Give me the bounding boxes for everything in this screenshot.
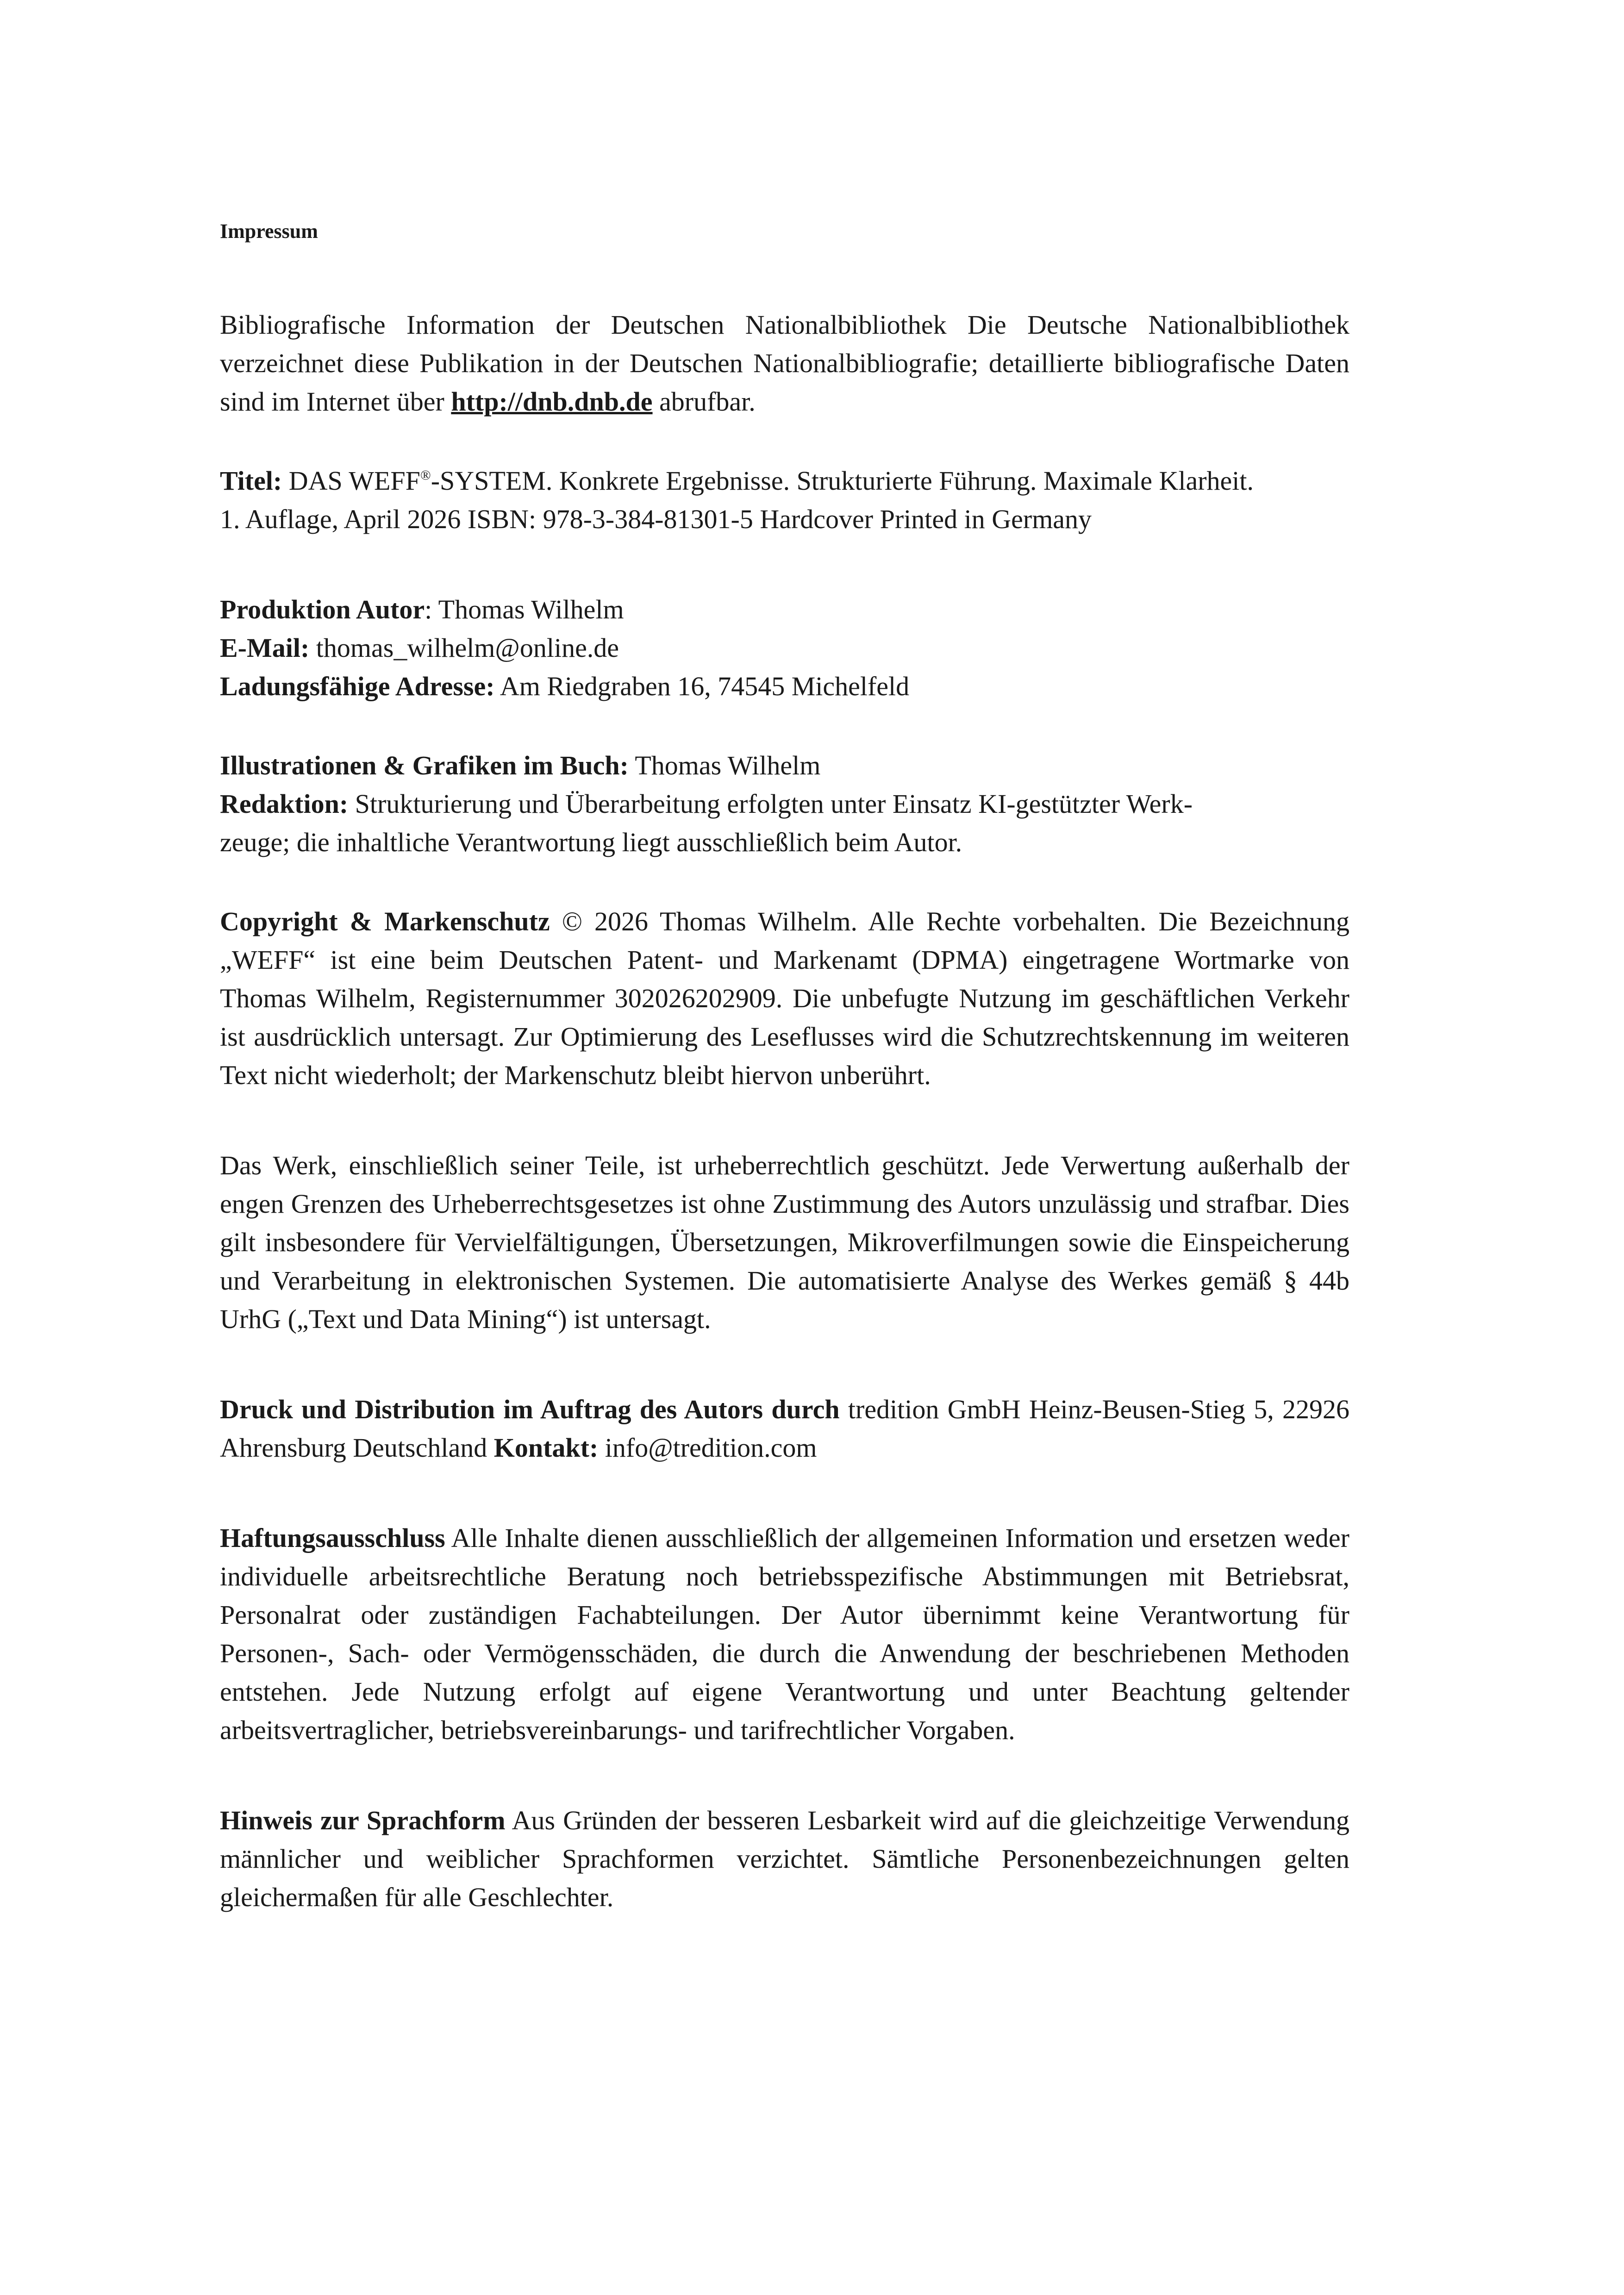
illustrations-value: Thomas Wilhelm <box>628 750 821 780</box>
disclaimer-paragraph <box>220 1519 1349 1749</box>
title-block <box>220 461 1349 538</box>
editing-line <box>220 785 1349 823</box>
author-value: : Thomas Wilhelm <box>425 594 624 624</box>
dnb-link[interactable]: http://dnb.dnb.de <box>451 387 653 417</box>
language-note-label: Hinweis zur Sprachform <box>220 1805 506 1835</box>
illustrations-label: Illustrationen & Grafiken im Buch: <box>220 750 629 780</box>
address-line <box>220 667 1349 705</box>
bibliographic-info-suffix: abrufbar. <box>652 387 756 417</box>
bibliographic-info-paragraph <box>220 306 1349 421</box>
editing-value-line1: Strukturierung und Überarbeitung erfolgten unter Einsatz KI-gestützter Werk- <box>348 789 1193 819</box>
editing-line-2: zeuge; die inhaltliche Verantwortung liegt ausschließlich beim Autor. <box>220 827 962 857</box>
illustrations-line <box>220 746 1349 785</box>
address-label: Ladungsfähige Adresse: <box>220 671 495 701</box>
registered-trademark-symbol: ® <box>420 468 431 483</box>
email-value: thomas_wilhelm@online.de <box>309 633 619 663</box>
disclaimer-text: Alle Inhalte dienen ausschließlich der allgemeinen Information und ersetzen weder individuelle arbeitsrechtliche Beratung noch betriebsspezifische Abstimmungen mit Betriebsrat, Personalrat oder zuständigen Fachabteilungen. Der Autor übernimmt keine Verantwortung für Personen-, Sach- oder Vermögensschäden, die durch die Anwendung der beschriebenen Methoden entstehen. Jede Nutzung erfolgt auf eigene Verantwortung und unter Beachtung geltender arbeitsvertraglicher, betriebsvereinbarungs- und tarifrechtlicher Vorgaben. <box>220 1523 1349 1745</box>
title-value-post: -SYSTEM. Konkrete Ergebnisse. Strukturierte Führung. Maximale Klarheit. <box>431 466 1254 496</box>
title-line <box>220 461 1349 500</box>
copyright-paragraph <box>220 902 1349 1094</box>
illustrations-block <box>220 746 1349 861</box>
production-block <box>220 590 1349 705</box>
email-line <box>220 629 1349 667</box>
title-label: Titel: <box>220 466 282 496</box>
imprint-content <box>220 218 1349 1916</box>
edition-line: 1. Auflage, April 2026 ISBN: 978-3-384-81301-5 Hardcover Printed in Germany <box>220 504 1092 534</box>
disclaimer-label: Haftungsausschluss <box>220 1523 445 1553</box>
author-label: Produktion Autor <box>220 594 425 624</box>
page-heading: Impressum <box>220 220 318 243</box>
contact-value: info@tredition.com <box>598 1433 817 1463</box>
editing-label: Redaktion: <box>220 789 349 819</box>
language-note-text: Aus Gründen der besseren Lesbarkeit wird auf die gleichzeitige Verwendung männlicher und weiblicher Sprachformen verzichtet. Sämtliche Personenbezeichnungen gelten gleichermaßen für alle Geschlechter. <box>220 1805 1349 1912</box>
copyright-label: Copyright & Markenschutz <box>220 906 550 936</box>
title-value-pre: DAS WEFF <box>282 466 420 496</box>
distribution-text: tredition GmbH Heinz-Beusen-Stieg 5, 22926 Ahrensburg Deutschland <box>220 1394 1349 1463</box>
copyright-text: © 2026 Thomas Wilhelm. Alle Rechte vorbehalten. Die Bezeichnung „WEFF“ ist eine beim Deutschen Patent- und Markenamt (DPMA) eingetragene Wortmarke von Thomas Wilhelm, Registernummer 302026202909. Die unbefugte Nutzung im geschäftlichen Verkehr ist ausdrücklich untersagt. Zur Optimierung des Leseflusses wird die Schutzrechtskennung im weiteren Text nicht wiederholt; der Markenschutz bleibt hiervon unberührt. <box>220 906 1349 1090</box>
distribution-paragraph <box>220 1390 1349 1467</box>
rights-paragraph: Das Werk, einschließlich seiner Teile, ist urheberrechtlich geschützt. Jede Verwertung außerhalb der engen Grenzen des Urheberrechtsgesetzes ist ohne Zustimmung des Autors unzulässig und strafbar. Dies gilt insbesondere für Vervielfältigungen, Übersetzungen, Mikroverfilmungen sowie die Einspeicherung und Verarbeitung in elektronischen Systemen. Die automatisierte Analyse des Werkes gemäß § 44b UrhG („Text und Data Mining“) ist untersagt. <box>220 1150 1349 1334</box>
language-note-paragraph <box>220 1801 1349 1916</box>
address-value: Am Riedgraben 16, 74545 Michelfeld <box>494 671 910 701</box>
email-label: E-Mail: <box>220 633 310 663</box>
author-line <box>220 590 1349 629</box>
contact-label: Kontakt: <box>493 1433 599 1463</box>
bibliographic-info-text: Bibliografische Information der Deutschen Nationalbibliothek Die Deutsche Nationalbibliothek verzeichnet diese Publikation in der Deutschen Nationalbibliografie; detaillierte bibliografische Daten sind im Internet über <box>220 310 1349 417</box>
distribution-label: Druck und Distribution im Auftrag des Autors durch <box>220 1394 840 1424</box>
